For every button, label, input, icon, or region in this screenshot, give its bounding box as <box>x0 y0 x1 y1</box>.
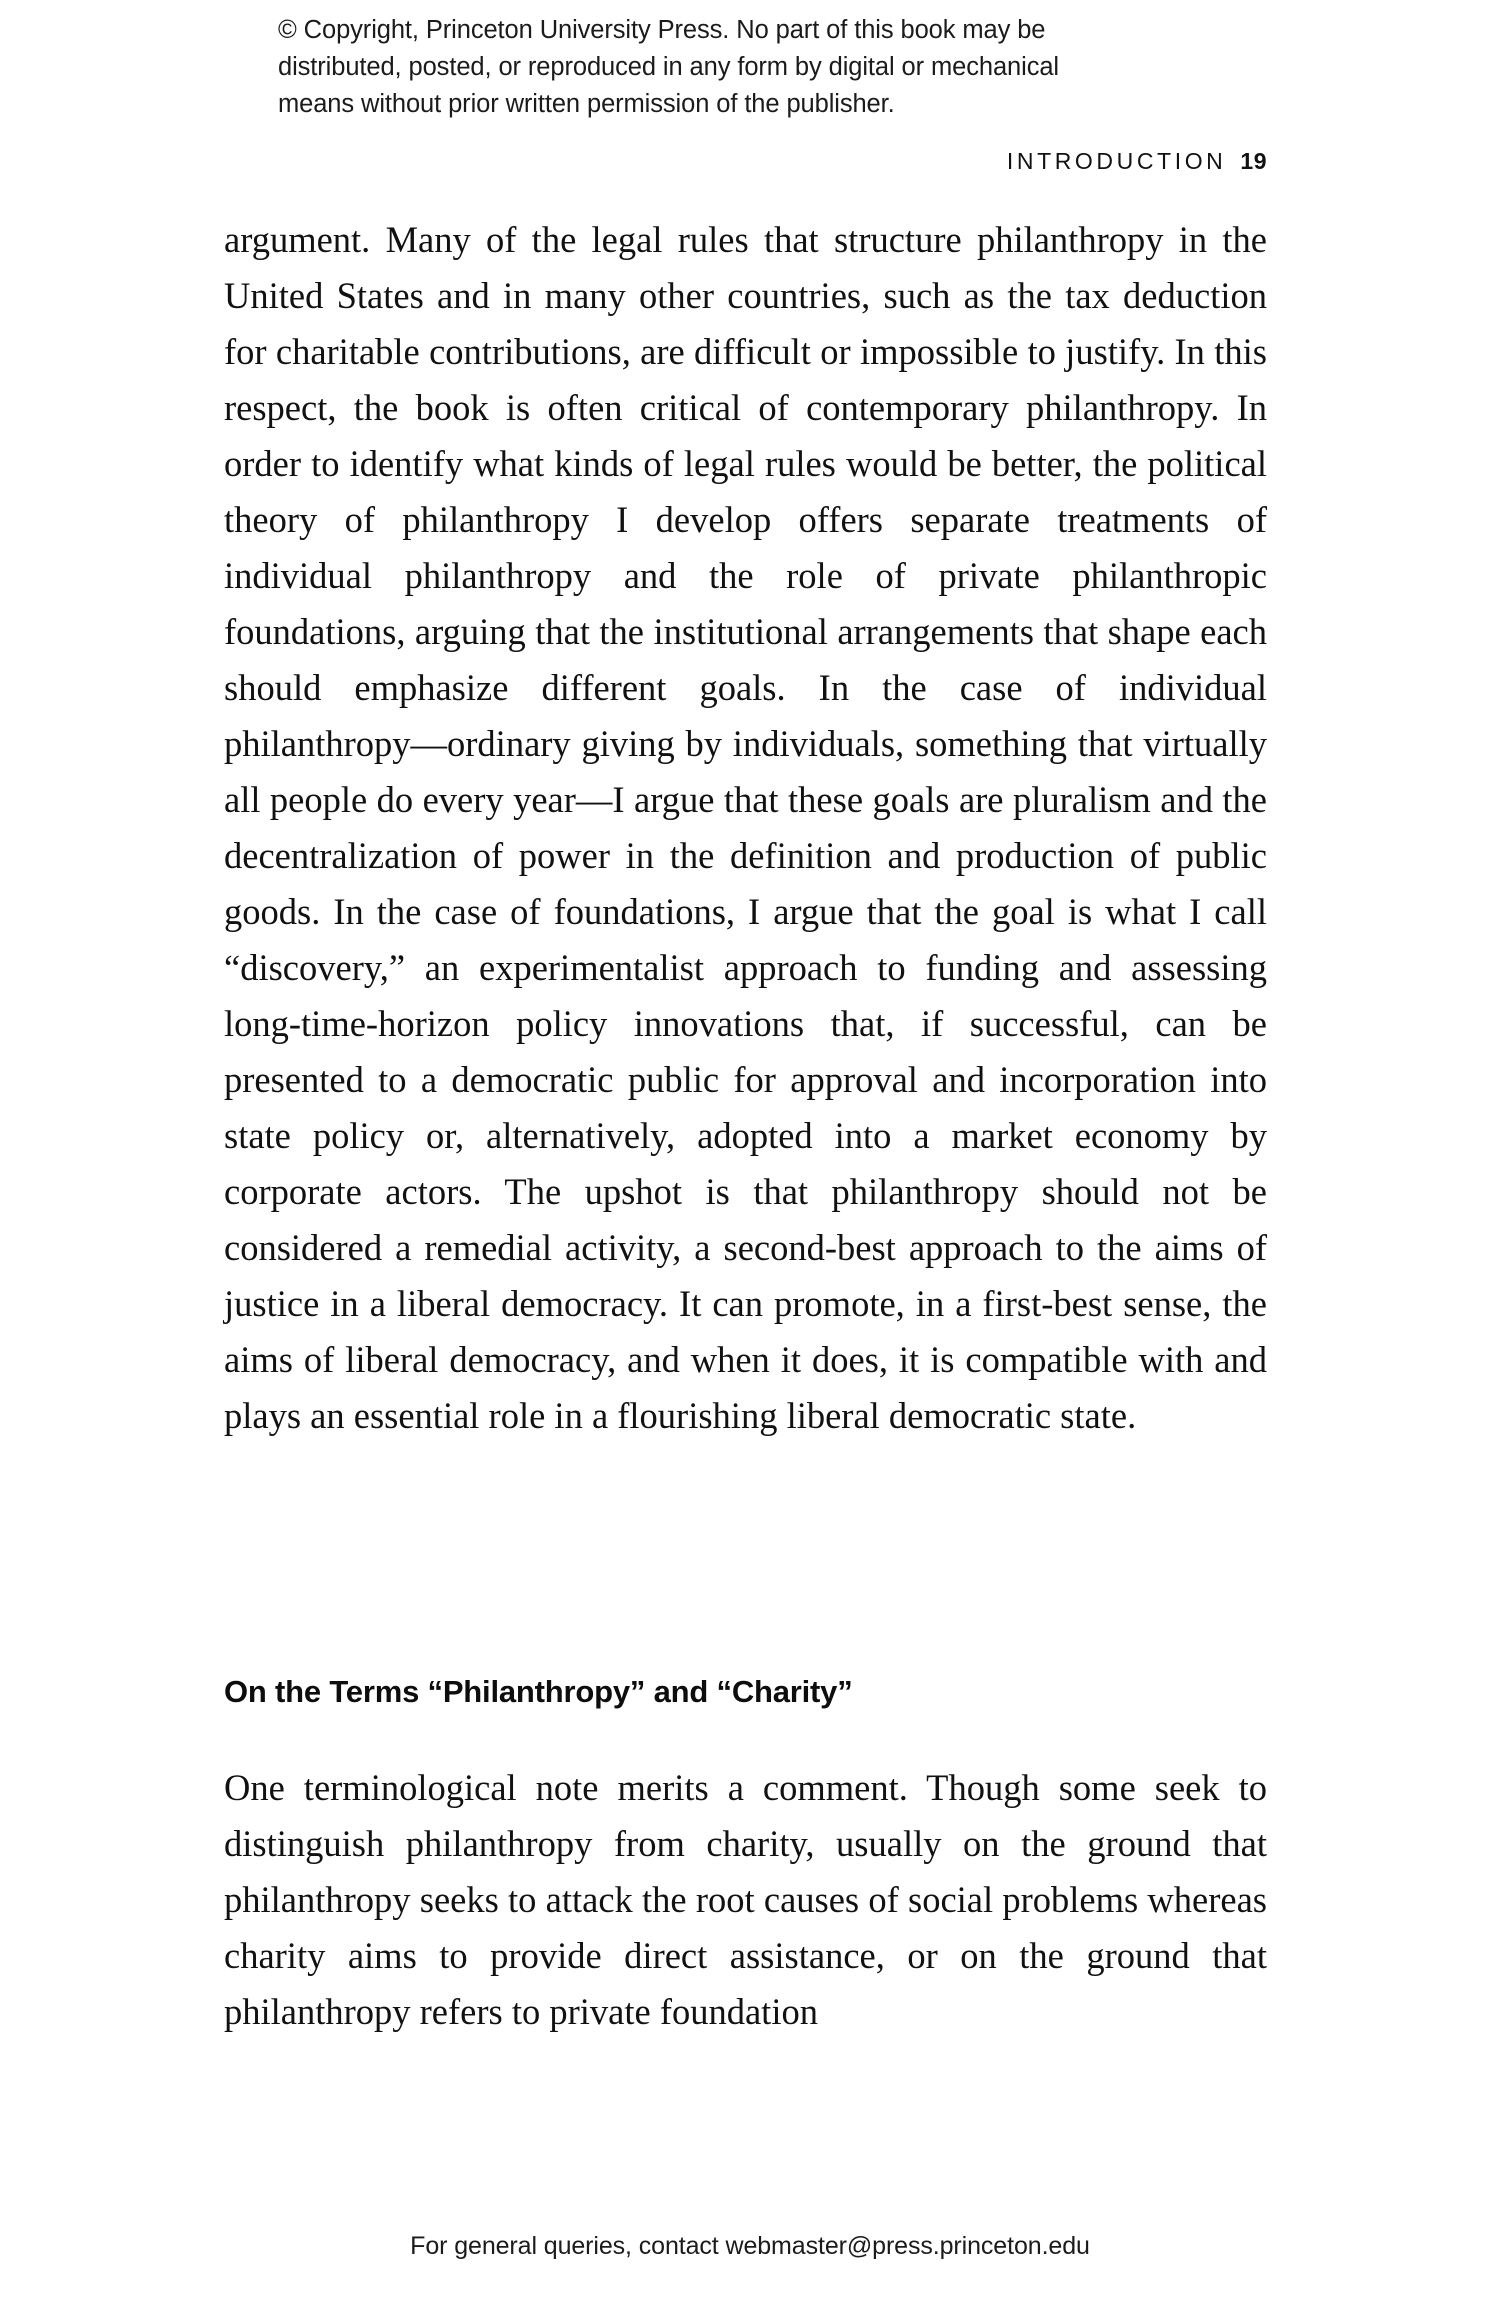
running-head <box>1007 148 1267 175</box>
paragraph-terminology: One terminological note merits a comment. Though some seek to distinguish philanthropy from charity, usually on the ground that philanthropy seeks to attack the root causes of social problems whereas charity aims to provide direct assistance, or on the ground that philanthropy refers to private foundation <box>224 1767 1267 2032</box>
section-heading: On the Terms “Philanthropy” and “Charity” <box>224 1674 853 1709</box>
copyright-notice <box>278 12 1238 123</box>
body-column <box>224 212 1267 1444</box>
copyright-line-2: distributed, posted, or reproduced in any form by digital or mechanical <box>278 53 1059 81</box>
copyright-line-1: © Copyright, Princeton University Press. No part of this book may be <box>278 16 1046 44</box>
footer-queries-note: For general queries, contact webmaster@press.princeton.edu <box>410 2232 1090 2260</box>
running-head-title: INTRODUCTION <box>1006 148 1227 174</box>
paragraph-continued: argument. Many of the legal rules that structure philanthropy in the United States and in many other countries, such as the tax deduction for charitable contributions, are difficult or impossible to justify. In this respect, the book is often critical of contemporary philanthropy. In order to identify what kinds of legal rules would be better, the political theory of philanthropy I develop offers separate treatments of individual philanthropy and the role of private philanthropic foundations, arguing that the institutional arrangements that shape each should emphasize different goals. In the case of individual philanthropy—ordinary giving by individuals, something that virtually all people do every year—I argue that these goals are pluralism and the decentralization of power in the definition and production of public goods. In the case of foundations, I argue that the goal is what I call “discovery,” an experimentalist approach to funding and assessing long-time-horizon policy innovations that, if successful, can be presented to a democratic public for approval and incorporation into state policy or, alternatively, adopted into a market economy by corporate actors. The upshot is that philanthropy should not be considered a remedial activity, a second-best approach to the aims of justice in a liberal democracy. It can promote, in a first-best sense, the aims of liberal democracy, and when it does, it is compatible with and plays an essential role in a flourishing liberal democratic state. <box>224 219 1267 1436</box>
page-number: 19 <box>1240 148 1267 174</box>
copyright-line-3: means without prior written permission of the publisher. <box>278 90 895 118</box>
body-column-second <box>224 1760 1267 2040</box>
